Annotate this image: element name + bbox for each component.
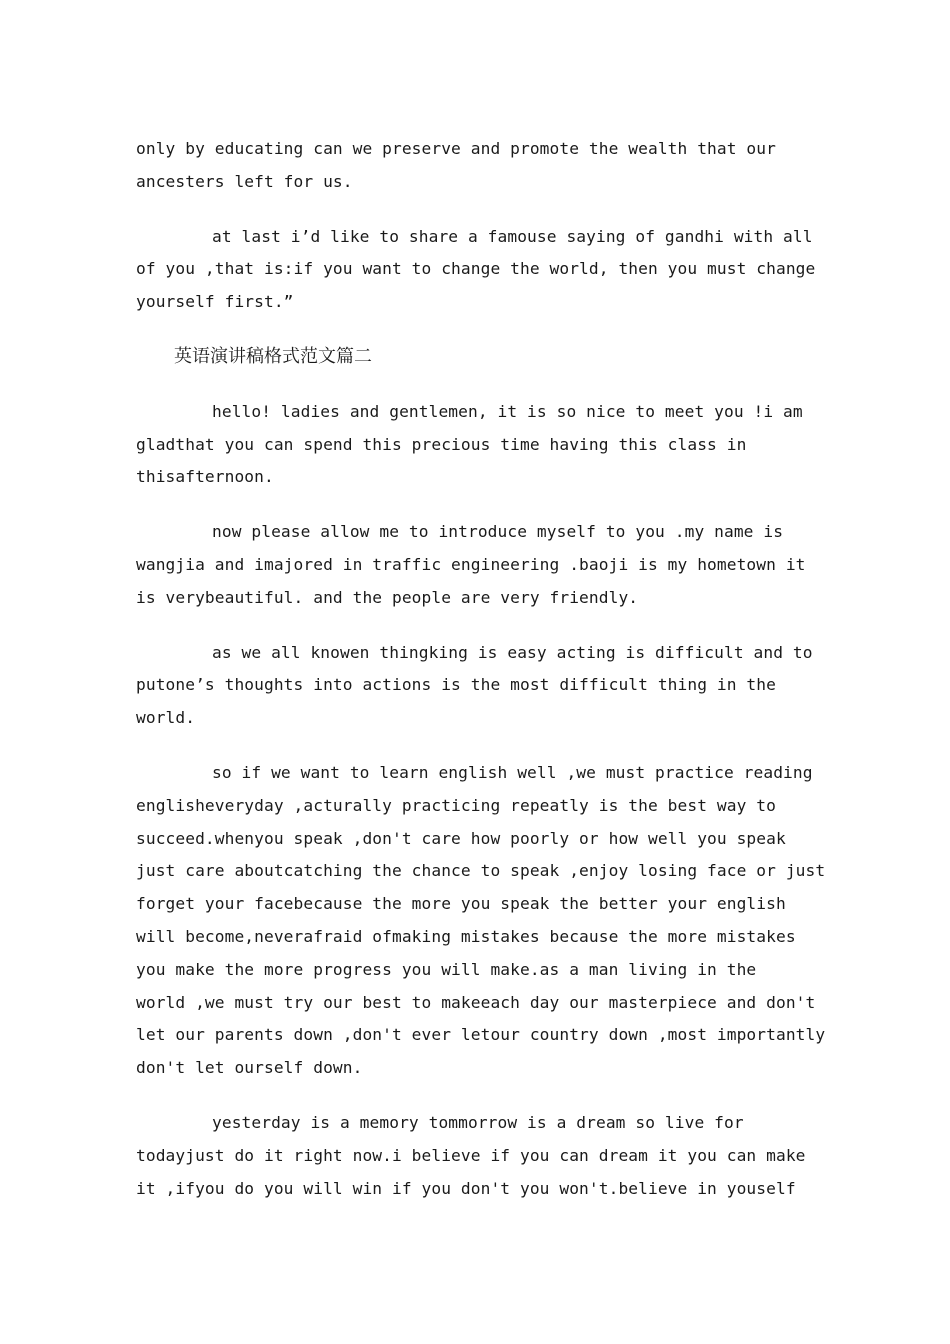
paragraph-line: you make the more progress you will make.as a man living in the (136, 959, 757, 979)
paragraph-line: ancesters left for us. (136, 171, 353, 191)
paragraph (136, 221, 816, 319)
paragraph-line: let our parents down ,don't ever letour country down ,most importantly (136, 1025, 826, 1045)
paragraph-line: so if we want to learn english well ,we must practice reading (212, 762, 813, 782)
paragraph (136, 1107, 812, 1205)
paragraph-line: don't let ourself down. (136, 1058, 363, 1078)
paragraph-line: gladthat you can spend this precious time having this class in (136, 434, 747, 454)
heading-text: 英语演讲稿格式范文篇二 (174, 345, 372, 367)
section-heading (136, 341, 812, 374)
paragraph-line: englisheveryday ,acturally practicing repeatly is the best way to (136, 795, 776, 815)
document-page (136, 133, 826, 1227)
paragraph-line: wangjia and imajored in traffic engineering .baoji is my hometown it (136, 554, 806, 574)
paragraph-line: now please allow me to introduce myself to you .my name is (212, 522, 784, 542)
paragraph-line: hello! ladies and gentlemen, it is so nice to meet you !i am (212, 401, 803, 421)
paragraph-line: world ,we must try our best to makeeach day our masterpiece and don't (136, 992, 816, 1012)
paragraph (136, 133, 812, 199)
paragraph-line: it ,ifyou do you will win if you don't you won't.believe in youself (136, 1178, 796, 1198)
paragraph-line: todayjust do it right now.i believe if you can dream it you can make (136, 1145, 806, 1165)
paragraph-line: putone’s thoughts into actions is the most difficult thing in the (136, 675, 776, 695)
paragraph-line: yesterday is a memory tommorrow is a dream so live for (212, 1112, 744, 1132)
paragraph-line: only by educating can we preserve and promote the wealth that our (136, 139, 776, 158)
paragraph-line: will become,neverafraid ofmaking mistakes because the more mistakes (136, 926, 796, 946)
paragraph-line: forget your facebecause the more you speak the better your english (136, 894, 786, 914)
paragraph-line: of you ,that is:if you want to change the world, then you must change (136, 259, 816, 279)
paragraph-line: yourself first.” (136, 292, 294, 312)
paragraph-line: is verybeautiful. and the people are very friendly. (136, 587, 639, 607)
paragraph (136, 637, 812, 735)
paragraph (136, 396, 812, 494)
paragraph-line: thisafternoon. (136, 467, 274, 487)
paragraph-line: as we all knowen thingking is easy acting is difficult and to (212, 642, 813, 662)
paragraph-line: succeed.whenyou speak ,don't care how poorly or how well you speak (136, 828, 786, 848)
paragraph-line: just care aboutcatching the chance to speak ,enjoy losing face or just (136, 861, 826, 881)
paragraph-line: world. (136, 708, 196, 728)
paragraph (136, 516, 812, 614)
paragraph (136, 757, 826, 1085)
paragraph-line: at last i’d like to share a famouse saying of gandhi with all (212, 226, 813, 246)
